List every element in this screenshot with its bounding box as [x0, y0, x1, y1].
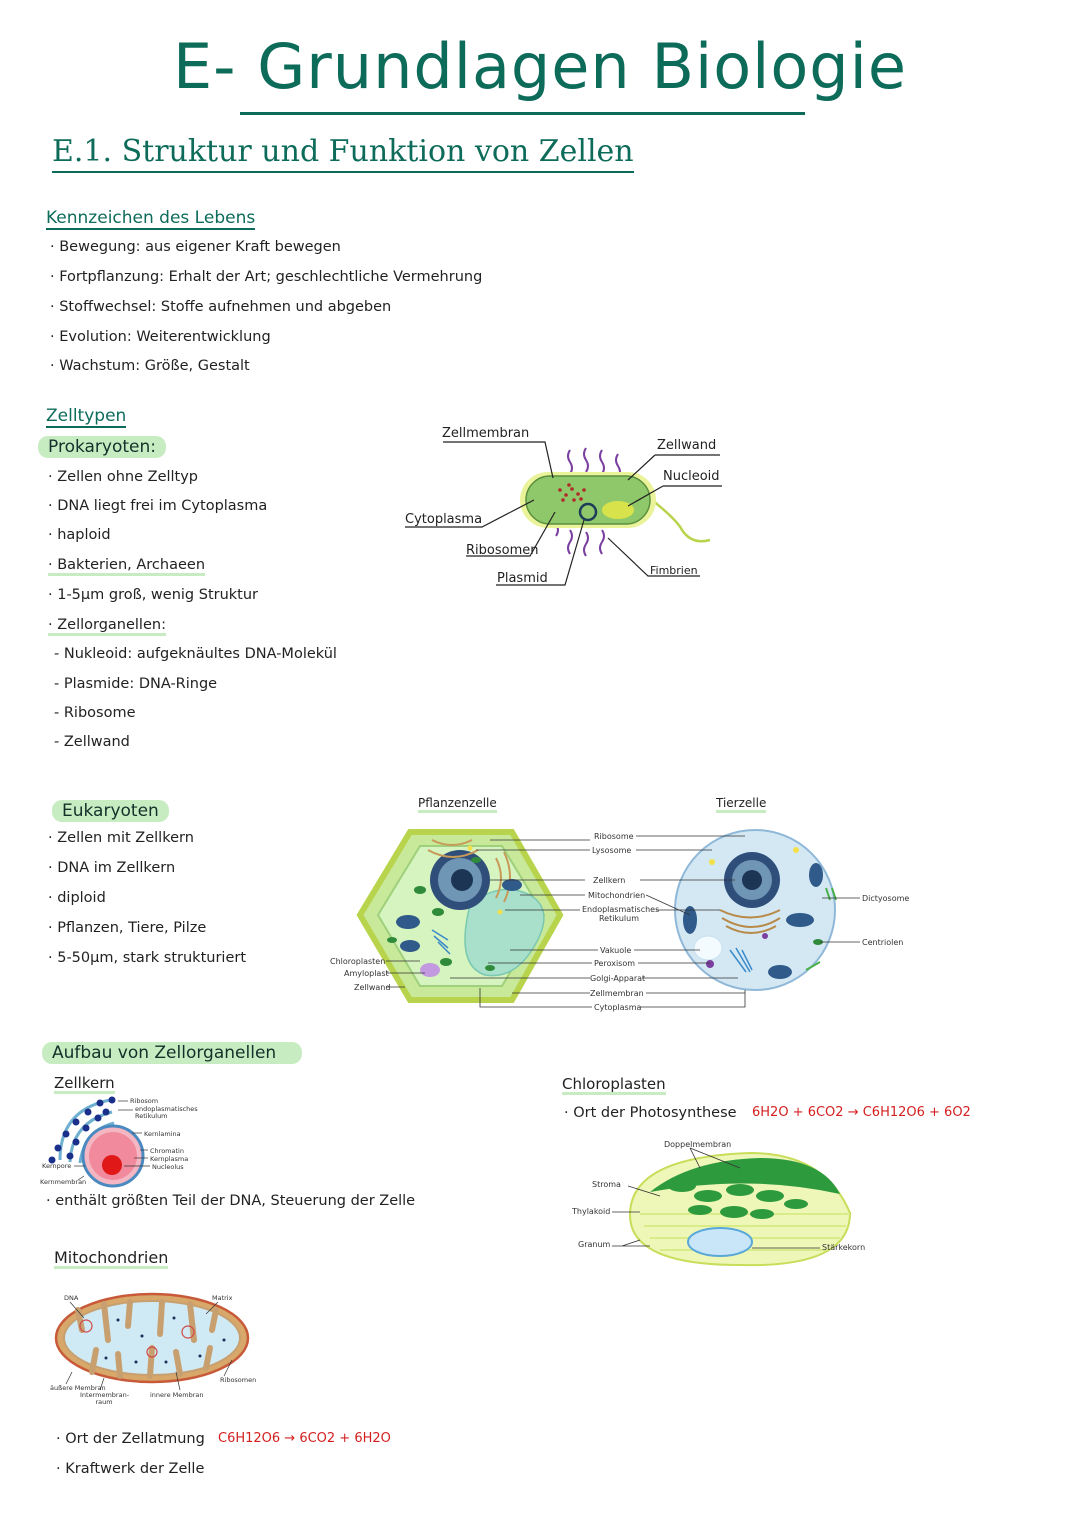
heading-chloroplasten: Chloroplasten	[562, 1075, 666, 1093]
chloroplasten-item: · Ort der Photosynthese	[564, 1105, 737, 1121]
eukaryoten-item: · 5-50µm, stark strukturiert	[48, 950, 247, 966]
mitochondrien-item-1: · Ort der Zellatmung	[56, 1431, 205, 1447]
kennzeichen-item: · Wachstum: Größe, Gestalt	[50, 358, 250, 374]
kennzeichen-item: · Evolution: Weiterentwicklung	[50, 329, 271, 345]
eukaryoten-item: · diploid	[48, 890, 106, 906]
kennzeichen-item: · Bewegung: aus eigener Kraft bewegen	[50, 239, 341, 255]
heading-prokaryoten: Prokaryoten:	[38, 436, 166, 458]
prokaryoten-item: · DNA liegt frei im Cytoplasma	[48, 498, 268, 514]
heading-aufbau: Aufbau von Zellorganellen	[42, 1042, 302, 1064]
label-granum: Granum	[578, 1240, 611, 1249]
label-golgi-apparat: Golgi-Apparat	[590, 974, 646, 983]
prokaryoten-item: - Plasmide: DNA-Ringe	[54, 676, 218, 692]
label-zellmembran-euk: Zellmembran	[590, 989, 644, 998]
label-kernpore: Kernpore	[42, 1162, 72, 1170]
zellkern-text: · enthält größten Teil der DNA, Steuerung der Zelle	[46, 1193, 416, 1209]
label-kernlamina: Kernlamina	[144, 1130, 181, 1138]
label-kernplasma: Kernplasma	[150, 1155, 189, 1163]
label-plasmid: Plasmid	[497, 571, 548, 586]
label-fimbrien: Fimbrien	[650, 564, 698, 577]
prokaryoten-item: · Zellen ohne Zelltyp	[48, 469, 199, 485]
label-chloroplasten-small: Chloroplasten	[330, 957, 386, 966]
label-nucleoid: Nucleoid	[663, 469, 720, 484]
label-doppelmembran: Doppelmembran	[664, 1140, 732, 1149]
eukaryoten-item: · DNA im Zellkern	[48, 860, 176, 876]
page-title: E- Grundlagen Biologie	[172, 30, 908, 103]
prokaryoten-item: - Zellwand	[54, 734, 130, 750]
prokaryoten-item: · 1-5µm groß, wenig Struktur	[48, 587, 259, 603]
kennzeichen-item: · Fortpflanzung: Erhalt der Art; geschlechtliche Vermehrung	[50, 269, 483, 285]
label-amyloplast: Amyloplast	[344, 969, 389, 978]
label-ribosomen: Ribosomen	[466, 543, 539, 558]
label-dictyosome: Dictyosome	[862, 894, 910, 903]
label-vakuole: Vakuole	[600, 946, 632, 955]
label-cytoplasma: Cytoplasma	[405, 512, 483, 527]
zellatmung-formula: C6H12O6 → 6CO2 + 6H2O	[218, 1431, 391, 1446]
heading-mitochondrien: Mitochondrien	[54, 1248, 169, 1267]
label-peroxisom: Peroxisom	[594, 959, 636, 968]
label-ribosom: Ribosom	[130, 1097, 159, 1105]
label-kernmembran: Kernmembran	[40, 1178, 87, 1186]
label-cytoplasma-euk: Cytoplasma	[594, 1003, 642, 1012]
prokaryoten-item: - Ribosome	[54, 705, 136, 721]
eukaryoten-item: · Pflanzen, Tiere, Pilze	[48, 920, 207, 936]
label-dna: DNA	[64, 1294, 79, 1302]
label-intermembranraum: Intermembran-raum	[80, 1391, 130, 1406]
label-staerkekorn: Stärkekorn	[822, 1243, 866, 1252]
heading-kennzeichen: Kennzeichen des Lebens	[46, 208, 256, 228]
photosynthese-formula: 6H2O + 6CO2 → C6H12O6 + 6O2	[752, 1105, 971, 1120]
mitochondrien-item-2: · Kraftwerk der Zelle	[56, 1461, 205, 1477]
eukaryoten-item: · Zellen mit Zellkern	[48, 830, 194, 846]
label-ribosomen-mito: Ribosomen	[220, 1376, 257, 1384]
label-er: endoplasmatisches Retikulum	[135, 1105, 198, 1120]
prokaryoten-item: - Nukleoid: aufgeknäultes DNA-Molekül	[54, 646, 337, 662]
label-zellmembran: Zellmembran	[442, 426, 530, 441]
label-stroma: Stroma	[592, 1180, 621, 1189]
label-thylakoid: Thylakoid	[572, 1207, 611, 1216]
label-mitochondrien: Mitochondrien	[588, 891, 646, 900]
prokaryoten-item: · Zellorganellen:	[48, 618, 166, 636]
label-zellwand: Zellwand	[657, 438, 717, 453]
label-aeussere-membran: äußere Membran	[50, 1384, 106, 1392]
label-zellkern: Zellkern	[593, 876, 626, 885]
prokaryoten-item: · Bakterien, Archaeen	[48, 558, 205, 576]
label-lysosome: Lysosome	[592, 846, 632, 855]
label-innere-membran: innere Membran	[150, 1391, 204, 1399]
label-matrix: Matrix	[212, 1294, 233, 1302]
heading-zellkern: Zellkern	[54, 1074, 115, 1092]
label-zellwand-euk: Zellwand	[354, 983, 391, 992]
label-pflanzenzelle: Pflanzenzelle	[418, 796, 497, 813]
label-centriolen: Centriolen	[862, 938, 904, 947]
kennzeichen-item: · Stoffwechsel: Stoffe aufnehmen und abgeben	[50, 299, 392, 315]
label-endoplasmatisches-retikulum: Endoplasmatisches Retikulum	[582, 905, 660, 923]
label-nucleolus: Nucleolus	[152, 1163, 184, 1171]
section-title: E.1. Struktur und Funktion von Zellen	[52, 134, 634, 173]
heading-zelltypen: Zelltypen	[46, 406, 127, 426]
label-chromatin: Chromatin	[150, 1147, 184, 1155]
label-tierzelle: Tierzelle	[716, 796, 766, 813]
heading-eukaryoten: Eukaryoten	[52, 800, 169, 822]
prokaryoten-item: · haploid	[48, 527, 111, 543]
label-ribosome: Ribosome	[594, 832, 634, 841]
